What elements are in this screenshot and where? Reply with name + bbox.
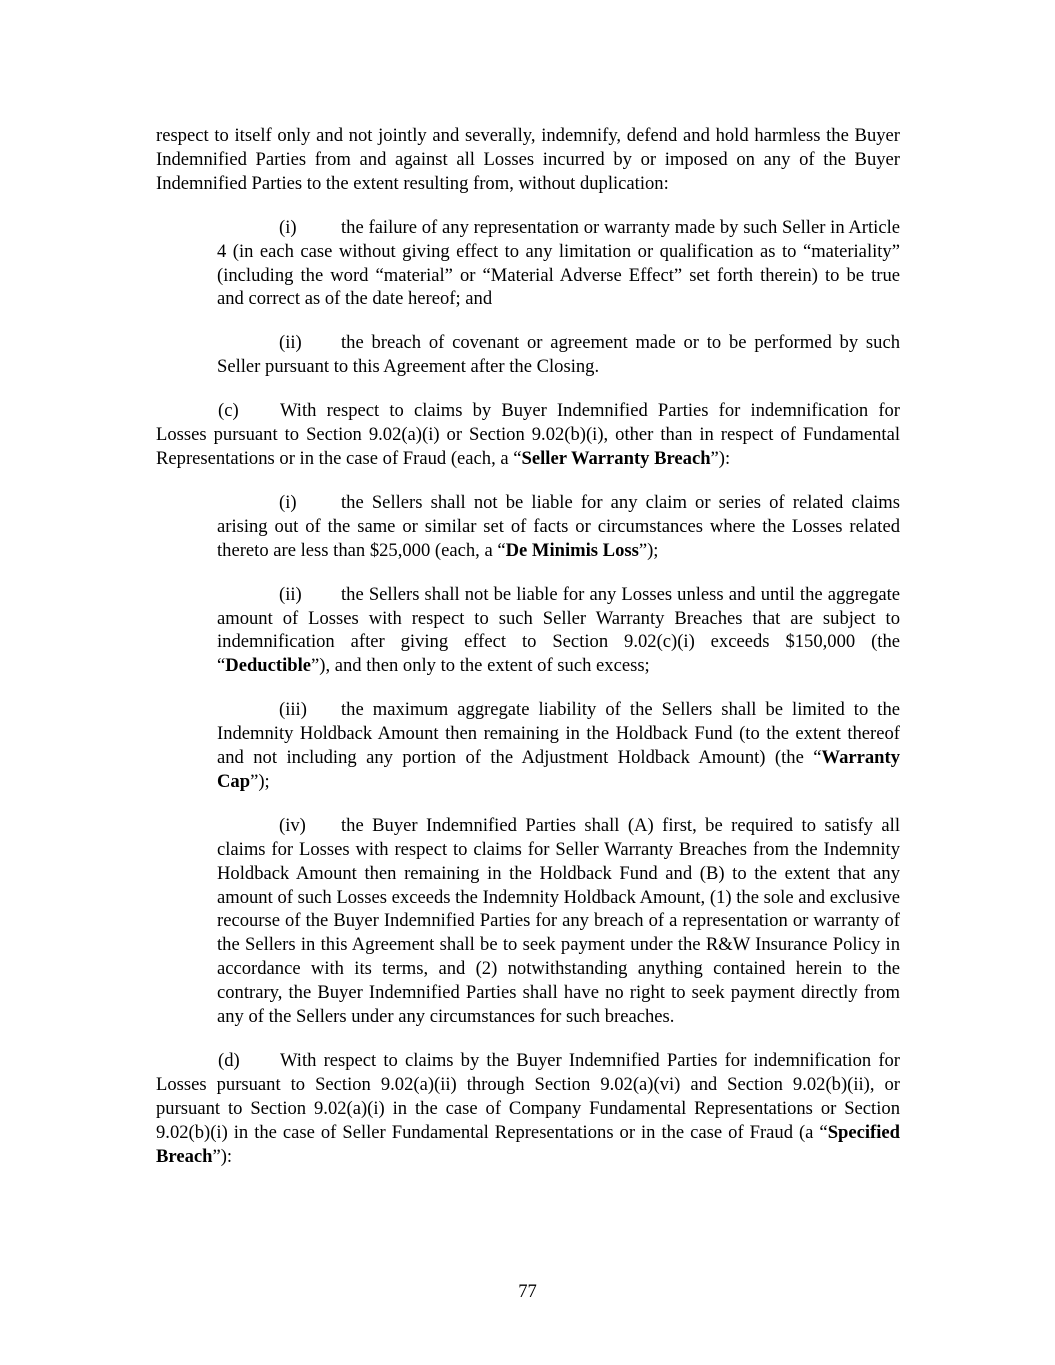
item-label: (iii) [279, 699, 307, 721]
intro-paragraph: respect to itself only and not jointly and severally, indemnify, defend and hold harmless the Buyer Indemnified Parties from and against all Losses incurred by or imposed on any of the Buyer Indemnified Parties to the extent resulting from, without duplication: [156, 125, 900, 194]
c-item-iii: (iii) the maximum aggregate liability of the Sellers shall be limited to the Indemnity Holdback Amount then remaining in the Holdback Fund (to the extent thereof and not including any portion of the Adjustment Holdback Amount) (the “Warranty Cap”); [217, 699, 900, 792]
section-d-paragraph: (d) With respect to claims by the Buyer Indemnified Parties for indemnification for Losses pursuant to Section 9.02(a)(ii) through Section 9.02(a)(vi) and Section 9.02(b)(ii), or pursuant to Section 9.02(a)(i) in the case of Company Fundamental Representations or Section 9.02(b)(i) in the case of Seller Fundamental Representations or in the case of Fraud (a “Specified Breach”): [156, 1050, 900, 1167]
defined-term: Specified Breach [156, 1121, 900, 1167]
item-text: the failure of any representation or warranty made by such Seller in Article 4 (in each case without giving effect to any limitation or qualification as to “materiality” (including the word “material” or “Material Adverse Effect” set forth therein) to be true and correct as of the date hereof; and [217, 216, 900, 310]
document-page [156, 124, 900, 1189]
defined-term: Deductible [225, 655, 311, 677]
section-label: (c) [218, 400, 239, 422]
page-number: 77 [518, 1281, 537, 1302]
c-item-i: (i) the Sellers shall not be liable for any claim or series of related claims arising out of the same or similar set of facts or circumstances where the Losses related thereto are less than $25,000 (each, a “De Minimis Loss”); [217, 491, 900, 561]
defined-term: De Minimis Loss [505, 539, 639, 561]
defined-term: Warranty Cap [217, 747, 900, 792]
c-item-iv: (iv) the Buyer Indemnified Parties shall (A) first, be required to satisfy all claims for Losses with respect to claims for Seller Warranty Breaches from the Indemnity Holdback Amount then remaining in the Holdback Fund and (B) to the extent that any amount of such Losses exceeds the Indemnity Holdback Amount, (1) the sole and exclusive recourse of the Buyer Indemnified Parties for any breach of a representation or warranty of the Sellers in this Agreement shall be to seek payment under the R&W Insurance Policy in accordance with its terms, and (2) notwithstanding anything contained herein to the contrary, the Buyer Indemnified Parties shall have no right to seek payment directly from any of the Sellers under any circumstances for such breaches. [217, 814, 900, 1028]
item-label: (i) [279, 491, 297, 513]
item-label: (ii) [279, 332, 302, 354]
section-c-paragraph: (c) With respect to claims by Buyer Indemnified Parties for indemnification for Losses pursuant to Section 9.02(a)(i) or Section 9.02(b)(i), other than in respect of Fundamental Representations or in the case of Fraud (each, a “Seller Warranty Breach”): [156, 400, 900, 469]
defined-term: Seller Warranty Breach [521, 447, 711, 469]
c-item-ii: (ii) the Sellers shall not be liable for any Losses unless and until the aggregate amount of Losses with respect to such Seller Warranty Breaches that are subject to indemnification after giving effect to Section 9.02(c)(i) exceeds $150,000 (the “Deductible”), and then only to the extent of such excess; [217, 583, 900, 677]
item-label: (iv) [279, 814, 306, 836]
item-text: the breach of covenant or agreement made or to be performed by such Seller pursuant to this Agreement after the Closing. [217, 332, 900, 378]
section-label: (d) [218, 1050, 240, 1071]
b-item-ii [217, 331, 900, 379]
item-label: (i) [279, 216, 297, 238]
item-label: (ii) [279, 583, 302, 605]
b-item-i [217, 216, 900, 312]
